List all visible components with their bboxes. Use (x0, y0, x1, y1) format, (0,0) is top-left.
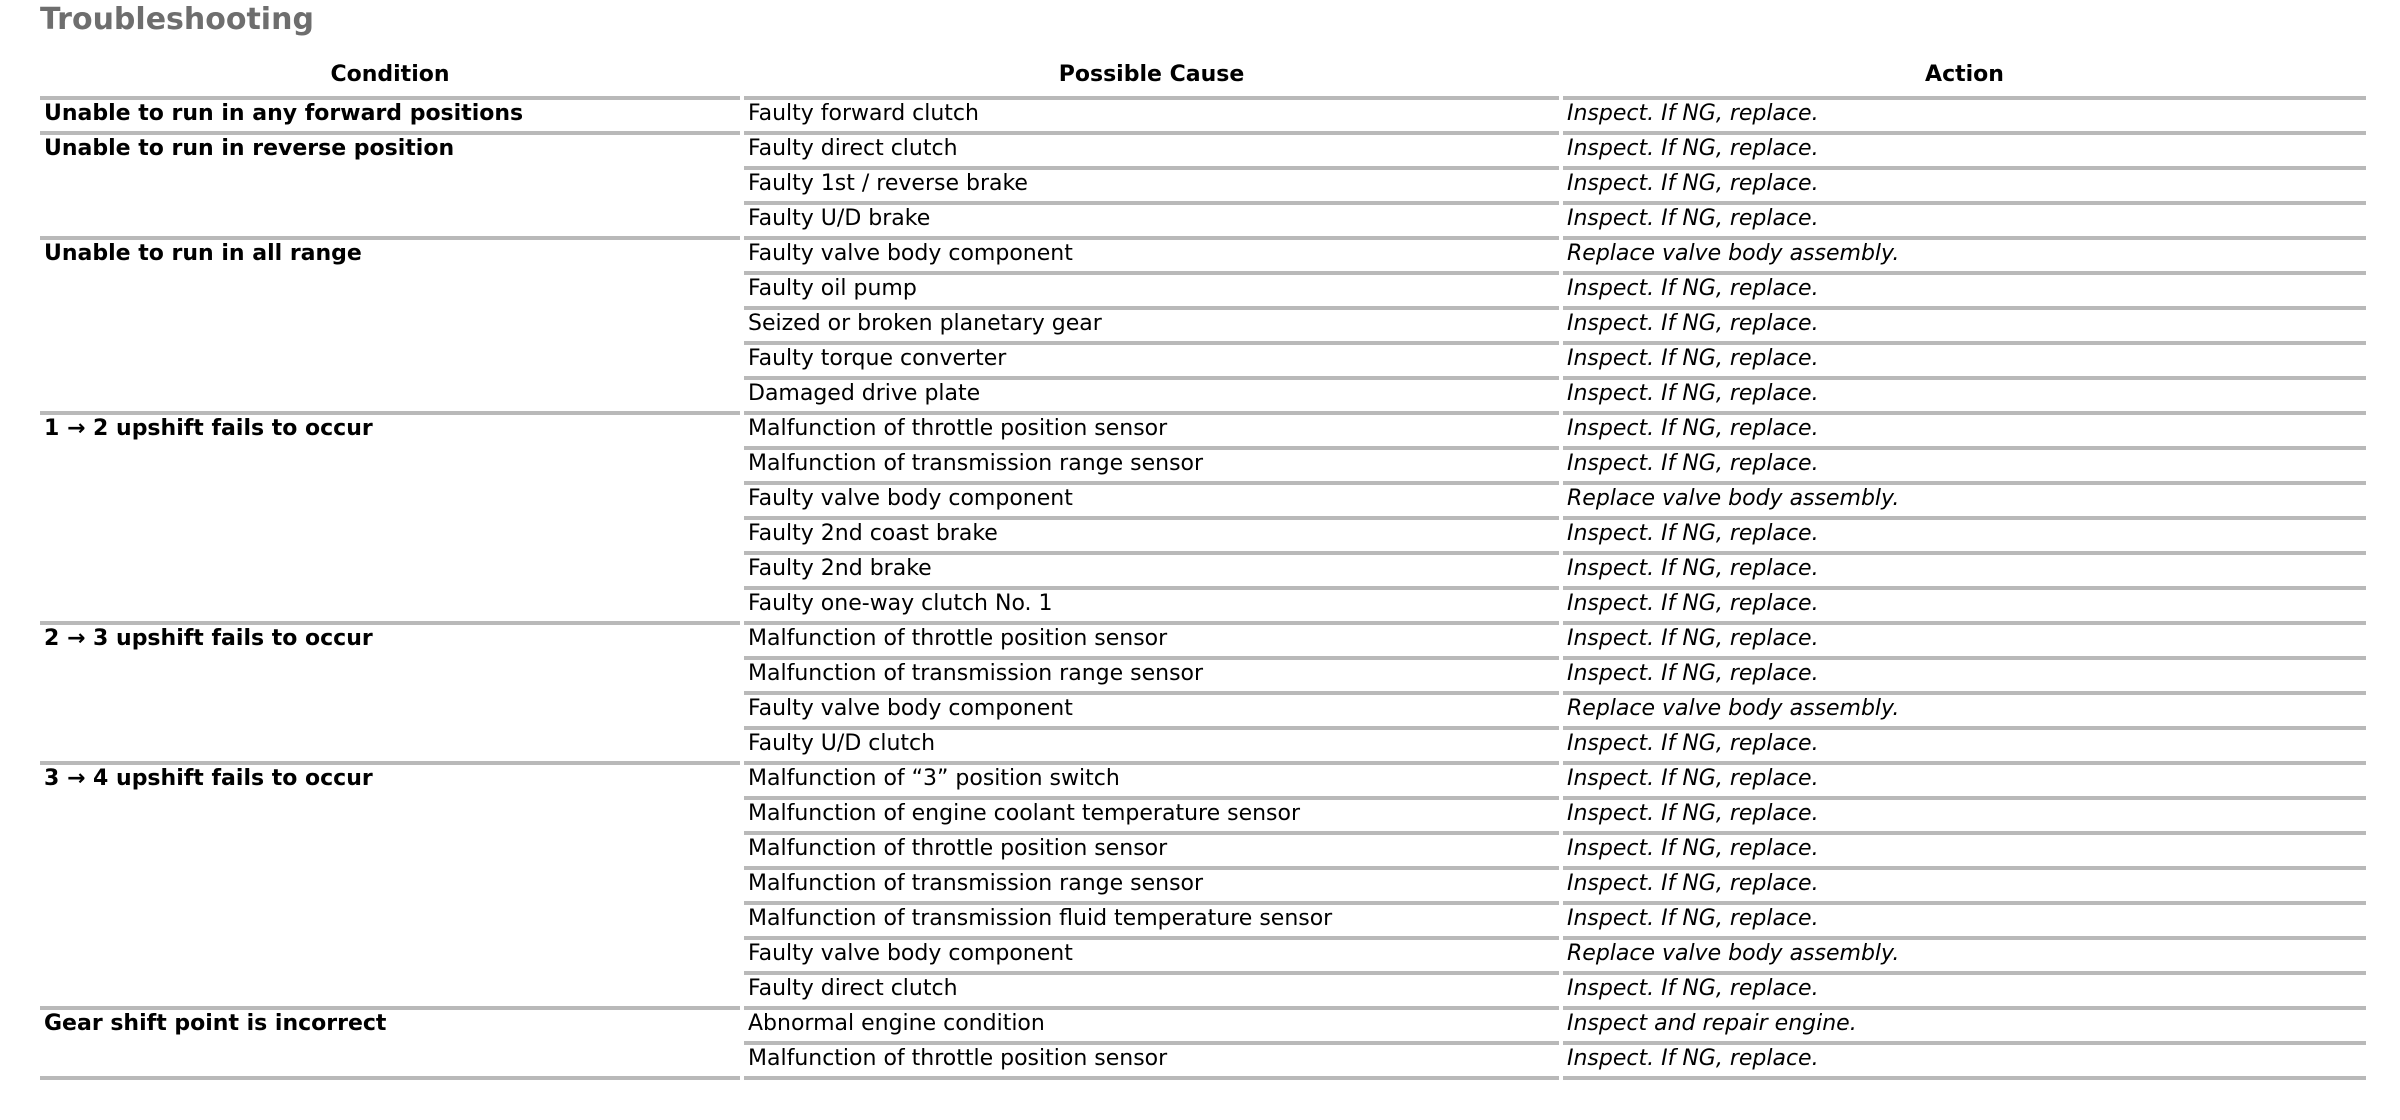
possible-cause-cell: Faulty torque converter (744, 345, 1559, 380)
action-cell: Inspect. If NG, replace. (1563, 765, 2366, 800)
action-cell: Replace valve body assembly. (1563, 940, 2366, 975)
possible-cause-cell: Faulty valve body component (744, 940, 1559, 975)
possible-cause-cell: Faulty 1st / reverse brake (744, 170, 1559, 205)
possible-cause-cell: Malfunction of transmission fluid temperature sensor (744, 905, 1559, 940)
action-cell: Inspect. If NG, replace. (1563, 660, 2366, 695)
possible-cause-cell: Damaged drive plate (744, 380, 1559, 415)
action-cell: Inspect and repair engine. (1563, 1010, 2366, 1045)
condition-cell: 1 → 2 upshift fails to occur (40, 415, 740, 625)
condition-cell: Gear shift point is incorrect (40, 1010, 740, 1080)
possible-cause-cell: Faulty forward clutch (744, 100, 1559, 135)
action-cell: Inspect. If NG, replace. (1563, 905, 2366, 940)
possible-cause-cell: Faulty U/D clutch (744, 730, 1559, 765)
action-cell: Inspect. If NG, replace. (1563, 590, 2366, 625)
action-cell: Inspect. If NG, replace. (1563, 380, 2366, 415)
action-cell: Inspect. If NG, replace. (1563, 625, 2366, 660)
possible-cause-cell: Faulty one-way clutch No. 1 (744, 590, 1559, 625)
action-cell: Inspect. If NG, replace. (1563, 275, 2366, 310)
possible-cause-cell: Faulty 2nd brake (744, 555, 1559, 590)
condition-cell: Unable to run in all range (40, 240, 740, 415)
possible-cause-cell: Malfunction of transmission range sensor (744, 870, 1559, 905)
action-cell: Inspect. If NG, replace. (1563, 555, 2366, 590)
action-cell: Inspect. If NG, replace. (1563, 800, 2366, 835)
action-cell: Inspect. If NG, replace. (1563, 520, 2366, 555)
possible-cause-cell: Faulty oil pump (744, 275, 1559, 310)
possible-cause-cell: Faulty direct clutch (744, 135, 1559, 170)
condition-column (40, 100, 740, 1080)
possible-cause-cell: Abnormal engine condition (744, 1010, 1559, 1045)
possible-cause-cell: Faulty valve body component (744, 240, 1559, 275)
action-cell: Inspect. If NG, replace. (1563, 310, 2366, 345)
possible-cause-cell: Faulty valve body component (744, 695, 1559, 730)
action-cell: Inspect. If NG, replace. (1563, 135, 2366, 170)
possible-cause-cell: Malfunction of throttle position sensor (744, 835, 1559, 870)
action-column (1563, 100, 2366, 1080)
header-action: Action (1563, 56, 2366, 100)
possible-cause-cell: Malfunction of engine coolant temperature sensor (744, 800, 1559, 835)
action-cell: Replace valve body assembly. (1563, 485, 2366, 520)
action-cell: Inspect. If NG, replace. (1563, 170, 2366, 205)
header-possible-cause: Possible Cause (744, 56, 1559, 100)
action-cell: Inspect. If NG, replace. (1563, 975, 2366, 1010)
action-cell: Inspect. If NG, replace. (1563, 450, 2366, 485)
troubleshooting-table (40, 56, 2358, 1080)
action-cell: Inspect. If NG, replace. (1563, 1045, 2366, 1080)
header-condition: Condition (40, 56, 740, 100)
condition-cell: Unable to run in reverse position (40, 135, 740, 240)
possible-cause-cell: Malfunction of throttle position sensor (744, 1045, 1559, 1080)
possible-cause-cell: Malfunction of throttle position sensor (744, 625, 1559, 660)
possible-cause-cell: Seized or broken planetary gear (744, 310, 1559, 345)
possible-cause-cell: Malfunction of transmission range sensor (744, 660, 1559, 695)
possible-cause-cell: Faulty valve body component (744, 485, 1559, 520)
action-cell: Replace valve body assembly. (1563, 695, 2366, 730)
action-cell: Inspect. If NG, replace. (1563, 870, 2366, 905)
possible-cause-column (744, 100, 1559, 1080)
possible-cause-cell: Faulty direct clutch (744, 975, 1559, 1010)
possible-cause-cell: Malfunction of transmission range sensor (744, 450, 1559, 485)
condition-cell: 2 → 3 upshift fails to occur (40, 625, 740, 765)
possible-cause-cell: Faulty 2nd coast brake (744, 520, 1559, 555)
possible-cause-cell: Malfunction of throttle position sensor (744, 415, 1559, 450)
action-cell: Inspect. If NG, replace. (1563, 205, 2366, 240)
action-cell: Inspect. If NG, replace. (1563, 100, 2366, 135)
action-cell: Replace valve body assembly. (1563, 240, 2366, 275)
action-cell: Inspect. If NG, replace. (1563, 835, 2366, 870)
condition-cell: 3 → 4 upshift fails to occur (40, 765, 740, 1010)
action-cell: Inspect. If NG, replace. (1563, 415, 2366, 450)
possible-cause-cell: Faulty U/D brake (744, 205, 1559, 240)
possible-cause-cell: Malfunction of “3” position switch (744, 765, 1559, 800)
page-title: Troubleshooting (40, 2, 314, 37)
action-cell: Inspect. If NG, replace. (1563, 730, 2366, 765)
document-page (40, 0, 2360, 1071)
condition-cell: Unable to run in any forward positions (40, 100, 740, 135)
action-cell: Inspect. If NG, replace. (1563, 345, 2366, 380)
